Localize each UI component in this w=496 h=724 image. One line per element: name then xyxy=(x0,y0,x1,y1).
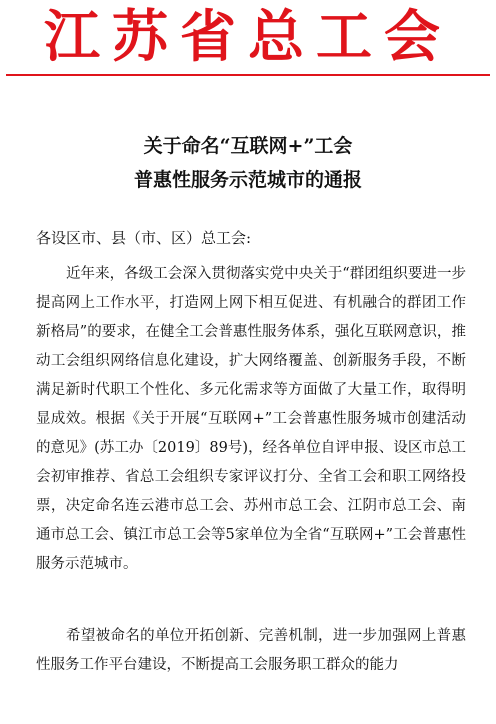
salutation: 各设区市、县（市、区）总工会: xyxy=(36,229,252,247)
document-title-line-2: 普惠性服务示范城市的通报 xyxy=(133,169,362,191)
letterhead-divider xyxy=(6,74,490,76)
letterhead-title: 江苏省总工会 xyxy=(44,4,452,70)
document-title-line-1: 关于命名“互联网+”工会 xyxy=(143,135,353,157)
body-paragraph-2: 希望被命名的单位开拓创新、完善机制，进一步加强网上普惠性服务工作平台建设，不断提高工会服务职工群众的能力 xyxy=(36,628,466,673)
body-paragraph-1: 近年来，各级工会深入贯彻落实党中央关于“群团组织要进一步提高网上工作水平，打造网上网下相互促进、有机融合的群团工作新格局”的要求，在健全工会普惠性服务体系，强化互联网意识，推动工会组织网络信息化建设，扩大网络覆盖、创新服务手段，不断满足新时代职工个性化、多元化需求等方面做了大量工作，取得明显成效。根据《关于开展“互联网+”工会普惠性服务城市创建活动的意见》(苏工办〔2019〕89号)，经各单位自评申报、设区市总工会初审推荐、省总工会组织专家评议打分、全省工会和职工网络投票，决定命名连云港市总工会、苏州市总工会、江阴市总工会、南通市总工会、镇江市总工会等5家单位为全省“互联网+”工会普惠性服务示范城市。 xyxy=(36,266,466,572)
